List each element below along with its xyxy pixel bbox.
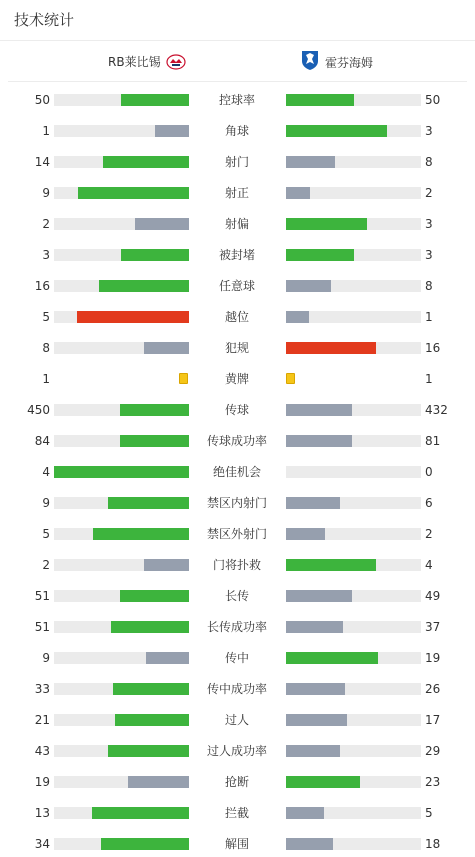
home-value: 2 bbox=[42, 217, 50, 231]
stat-label: 禁区外射门 bbox=[206, 527, 267, 541]
home-bar-track bbox=[54, 683, 189, 695]
away-bar-fill bbox=[286, 404, 352, 416]
home-bar-fill bbox=[77, 311, 189, 323]
home-value: 5 bbox=[42, 527, 50, 541]
stat-label: 拦截 bbox=[224, 806, 249, 820]
home-value: 8 bbox=[42, 341, 50, 355]
away-bar-track bbox=[286, 807, 421, 819]
home-value: 50 bbox=[34, 93, 50, 107]
home-team[interactable] bbox=[108, 53, 186, 70]
home-bar-track bbox=[54, 652, 189, 664]
home-value: 5 bbox=[42, 310, 50, 324]
stat-row bbox=[0, 278, 475, 294]
stat-row bbox=[0, 247, 475, 263]
stat-label: 抢断 bbox=[224, 775, 249, 789]
away-bar-fill bbox=[286, 280, 331, 292]
away-value: 50 bbox=[425, 93, 441, 107]
away-bar-track bbox=[286, 776, 421, 788]
stat-label: 黄牌 bbox=[224, 372, 249, 386]
home-bar-fill bbox=[120, 435, 189, 447]
away-value: 6 bbox=[425, 496, 433, 510]
away-bar-fill bbox=[286, 528, 325, 540]
home-bar-track bbox=[54, 435, 189, 447]
away-bar-track bbox=[286, 218, 421, 230]
stat-label: 犯规 bbox=[224, 341, 249, 355]
away-value: 1 bbox=[425, 310, 433, 324]
home-bar-track bbox=[54, 311, 189, 323]
away-bar-fill bbox=[286, 621, 343, 633]
stat-label: 任意球 bbox=[218, 279, 255, 293]
stat-row bbox=[0, 464, 475, 480]
stat-row bbox=[0, 216, 475, 232]
away-bar-fill bbox=[286, 125, 387, 137]
stat-row bbox=[0, 743, 475, 759]
stat-row bbox=[0, 774, 475, 790]
away-value: 3 bbox=[425, 217, 433, 231]
away-bar-fill bbox=[286, 435, 352, 447]
away-value: 5 bbox=[425, 806, 433, 820]
away-bar-track bbox=[286, 714, 421, 726]
away-value: 37 bbox=[425, 620, 441, 634]
away-value: 2 bbox=[425, 186, 433, 200]
away-bar-track bbox=[286, 621, 421, 633]
stat-label: 绝佳机会 bbox=[212, 465, 261, 479]
home-bar-track bbox=[54, 807, 189, 819]
stat-label: 过人成功率 bbox=[206, 744, 267, 758]
yellow-card-icon bbox=[179, 373, 188, 384]
home-bar-fill bbox=[121, 249, 189, 261]
home-bar-fill bbox=[155, 125, 189, 137]
home-bar-track bbox=[54, 218, 189, 230]
home-bar-fill bbox=[54, 466, 189, 478]
home-value: 19 bbox=[34, 775, 50, 789]
away-team-name: 霍芬海姆 bbox=[325, 55, 374, 70]
home-bar-track bbox=[54, 249, 189, 261]
stat-label: 射门 bbox=[224, 155, 249, 169]
away-value: 3 bbox=[425, 248, 433, 262]
stat-label: 射偏 bbox=[224, 217, 249, 231]
home-value: 51 bbox=[34, 620, 50, 634]
away-bar-fill bbox=[286, 683, 345, 695]
home-bar-track bbox=[54, 280, 189, 292]
home-value: 34 bbox=[34, 837, 50, 851]
stat-row bbox=[0, 836, 475, 852]
away-value: 49 bbox=[425, 589, 441, 603]
home-value: 16 bbox=[34, 279, 50, 293]
home-bar-fill bbox=[120, 590, 189, 602]
home-value: 4 bbox=[42, 465, 50, 479]
home-bar-track bbox=[54, 342, 189, 354]
home-team-name: RB莱比锡 bbox=[108, 55, 161, 69]
away-bar-fill bbox=[286, 187, 310, 199]
stat-row bbox=[0, 712, 475, 728]
away-bar-track bbox=[286, 249, 421, 261]
away-value: 4 bbox=[425, 558, 433, 572]
away-bar-track bbox=[286, 94, 421, 106]
home-value: 2 bbox=[42, 558, 50, 572]
home-bar-fill bbox=[93, 528, 189, 540]
away-team[interactable] bbox=[300, 53, 373, 71]
away-value: 1 bbox=[425, 372, 433, 386]
home-bar-fill bbox=[146, 652, 189, 664]
home-value: 9 bbox=[42, 186, 50, 200]
away-bar-track bbox=[286, 404, 421, 416]
home-bar-track bbox=[54, 187, 189, 199]
home-value: 43 bbox=[34, 744, 50, 758]
stat-row bbox=[0, 154, 475, 170]
home-bar-track bbox=[54, 621, 189, 633]
stat-label: 长传 bbox=[224, 589, 249, 603]
home-bar-fill bbox=[120, 404, 189, 416]
home-bar-fill bbox=[78, 187, 189, 199]
stat-label: 传球成功率 bbox=[206, 434, 267, 448]
stat-row bbox=[0, 681, 475, 697]
away-bar-fill bbox=[286, 218, 367, 230]
home-bar-fill bbox=[108, 497, 189, 509]
home-bar-fill bbox=[135, 218, 189, 230]
home-value: 33 bbox=[34, 682, 50, 696]
hoffenheim-logo-icon bbox=[300, 49, 320, 71]
home-bar-fill bbox=[103, 156, 189, 168]
stat-label: 传中成功率 bbox=[206, 682, 267, 696]
stat-row bbox=[0, 557, 475, 573]
stat-row bbox=[0, 309, 475, 325]
away-value: 81 bbox=[425, 434, 441, 448]
away-value: 26 bbox=[425, 682, 441, 696]
away-bar-track bbox=[286, 838, 421, 850]
home-bar-track bbox=[54, 559, 189, 571]
away-bar-fill bbox=[286, 249, 354, 261]
home-bar-fill bbox=[113, 683, 189, 695]
home-bar-track bbox=[54, 404, 189, 416]
home-value: 9 bbox=[42, 496, 50, 510]
away-bar-fill bbox=[286, 342, 376, 354]
away-bar-fill bbox=[286, 714, 347, 726]
home-bar-track bbox=[54, 466, 189, 478]
home-value: 9 bbox=[42, 651, 50, 665]
stat-label: 传球 bbox=[224, 403, 249, 417]
away-value: 23 bbox=[425, 775, 441, 789]
away-value: 17 bbox=[425, 713, 441, 727]
away-bar-track bbox=[286, 156, 421, 168]
away-bar-fill bbox=[286, 745, 340, 757]
away-value: 18 bbox=[425, 837, 441, 851]
stat-row bbox=[0, 340, 475, 356]
home-bar-track bbox=[54, 590, 189, 602]
home-bar-fill bbox=[144, 342, 189, 354]
home-bar-track bbox=[54, 94, 189, 106]
rb-leipzig-logo-icon bbox=[166, 54, 186, 70]
stat-row bbox=[0, 588, 475, 604]
away-bar-track bbox=[286, 528, 421, 540]
away-bar-track bbox=[286, 683, 421, 695]
stat-row bbox=[0, 805, 475, 821]
stat-row bbox=[0, 495, 475, 511]
away-bar-fill bbox=[286, 590, 352, 602]
home-value: 14 bbox=[34, 155, 50, 169]
home-bar-track bbox=[54, 745, 189, 757]
stat-label: 越位 bbox=[224, 310, 249, 324]
home-bar-fill bbox=[128, 776, 189, 788]
away-bar-fill bbox=[286, 652, 378, 664]
stat-label: 传中 bbox=[224, 651, 249, 665]
away-value: 0 bbox=[425, 465, 433, 479]
home-value: 1 bbox=[42, 372, 50, 386]
away-bar-track bbox=[286, 435, 421, 447]
stat-row bbox=[0, 371, 475, 387]
home-bar-fill bbox=[99, 280, 189, 292]
home-bar-track bbox=[54, 156, 189, 168]
away-value: 432 bbox=[425, 403, 448, 417]
away-bar-track bbox=[286, 187, 421, 199]
stat-label: 长传成功率 bbox=[206, 620, 267, 634]
away-value: 8 bbox=[425, 279, 433, 293]
home-bar-fill bbox=[115, 714, 189, 726]
away-bar-track bbox=[286, 280, 421, 292]
away-bar-track bbox=[286, 466, 421, 478]
home-value: 51 bbox=[34, 589, 50, 603]
home-bar-fill bbox=[144, 559, 189, 571]
away-bar-track bbox=[286, 342, 421, 354]
teams-header bbox=[8, 41, 467, 82]
stat-row bbox=[0, 92, 475, 108]
away-value: 29 bbox=[425, 744, 441, 758]
home-bar-fill bbox=[108, 745, 189, 757]
away-bar-fill bbox=[286, 497, 340, 509]
stat-label: 解围 bbox=[224, 837, 249, 851]
home-bar-track bbox=[54, 838, 189, 850]
stat-row bbox=[0, 619, 475, 635]
home-bar-fill bbox=[92, 807, 189, 819]
yellow-card-icon bbox=[286, 373, 295, 384]
away-bar-track bbox=[286, 745, 421, 757]
stat-row bbox=[0, 123, 475, 139]
home-value: 84 bbox=[34, 434, 50, 448]
stat-row bbox=[0, 433, 475, 449]
away-bar-fill bbox=[286, 311, 309, 323]
stat-label: 禁区内射门 bbox=[206, 496, 267, 510]
away-bar-track bbox=[286, 652, 421, 664]
away-value: 19 bbox=[425, 651, 441, 665]
stat-label: 被封堵 bbox=[218, 248, 255, 262]
away-bar-fill bbox=[286, 559, 376, 571]
away-bar-fill bbox=[286, 807, 324, 819]
stat-label: 射正 bbox=[224, 186, 249, 200]
home-value: 21 bbox=[34, 713, 50, 727]
away-bar-track bbox=[286, 559, 421, 571]
away-bar-track bbox=[286, 125, 421, 137]
home-bar-track bbox=[54, 714, 189, 726]
away-bar-fill bbox=[286, 776, 360, 788]
home-bar-track bbox=[54, 528, 189, 540]
home-bar-track bbox=[54, 497, 189, 509]
stat-label: 角球 bbox=[224, 124, 249, 138]
away-bar-track bbox=[286, 311, 421, 323]
away-bar-track bbox=[286, 590, 421, 602]
home-value: 3 bbox=[42, 248, 50, 262]
home-value: 13 bbox=[34, 806, 50, 820]
stat-row bbox=[0, 650, 475, 666]
away-value: 8 bbox=[425, 155, 433, 169]
home-bar-track bbox=[54, 776, 189, 788]
away-bar-fill bbox=[286, 838, 333, 850]
stat-row bbox=[0, 402, 475, 418]
away-bar-fill bbox=[286, 156, 335, 168]
home-bar-track bbox=[54, 125, 189, 137]
away-bar-track bbox=[286, 497, 421, 509]
home-bar-fill bbox=[111, 621, 189, 633]
away-value: 2 bbox=[425, 527, 433, 541]
home-value: 450 bbox=[27, 403, 50, 417]
home-bar-fill bbox=[121, 94, 189, 106]
away-bar-fill bbox=[286, 94, 354, 106]
stat-row bbox=[0, 185, 475, 201]
stat-label: 控球率 bbox=[218, 93, 255, 107]
away-value: 16 bbox=[425, 341, 441, 355]
stat-label: 过人 bbox=[224, 713, 249, 727]
stat-row bbox=[0, 526, 475, 542]
stat-label: 门将扑救 bbox=[212, 558, 261, 572]
home-value: 1 bbox=[42, 124, 50, 138]
home-bar-fill bbox=[101, 838, 189, 850]
away-value: 3 bbox=[425, 124, 433, 138]
page-title: 技术统计 bbox=[0, 0, 475, 41]
